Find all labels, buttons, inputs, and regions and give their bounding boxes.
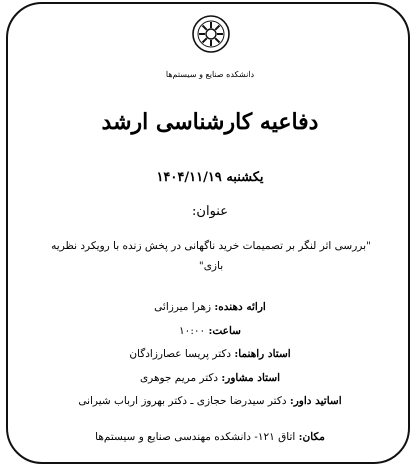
advisor-line (0, 371, 420, 385)
page-title: دفاعیه کارشناسی ارشد (101, 109, 319, 135)
referees-label: اساتید داور: (289, 395, 342, 407)
location-line (0, 430, 420, 444)
department-name: دانشکده صنایع و سیستم‌ها (165, 70, 255, 79)
advisor-label: استاد مشاور: (221, 372, 281, 384)
referees-line (0, 394, 420, 408)
time-label: ساعت: (208, 325, 241, 337)
referees-value: دکتر سیدرضا حجازی ـ دکتر بهروز ارباب شیرانی (78, 395, 290, 407)
location-value: اتاق ۱۲۱- دانشکده مهندسی صنایع و سیستم‌ها (95, 431, 299, 443)
advisor-value: دکتر مریم جوهری (139, 372, 222, 384)
presenter-value: زهرا میرزائی (154, 301, 215, 313)
presenter-line (0, 300, 420, 314)
subject-label: عنوان: (192, 204, 228, 219)
supervisor-label: استاد راهنما: (234, 348, 291, 360)
event-date: یکشنبه ۱۴۰۴/۱۱/۱۹ (156, 170, 264, 185)
presenter-label: ارائه دهنده: (214, 301, 266, 313)
time-value: ۱۰:۰۰ (179, 325, 209, 337)
thesis-subject: "بررسی اثر لنگر بر تصمیمات خرید ناگهانی در پخش زنده با رویکرد نظریه بازی" (51, 240, 371, 272)
university-seal-icon (191, 14, 231, 54)
time-line (0, 324, 420, 338)
supervisor-value: دکتر پریسا عصارزادگان (129, 348, 235, 360)
location-label: مکان: (298, 431, 325, 443)
supervisor-line (0, 347, 420, 361)
